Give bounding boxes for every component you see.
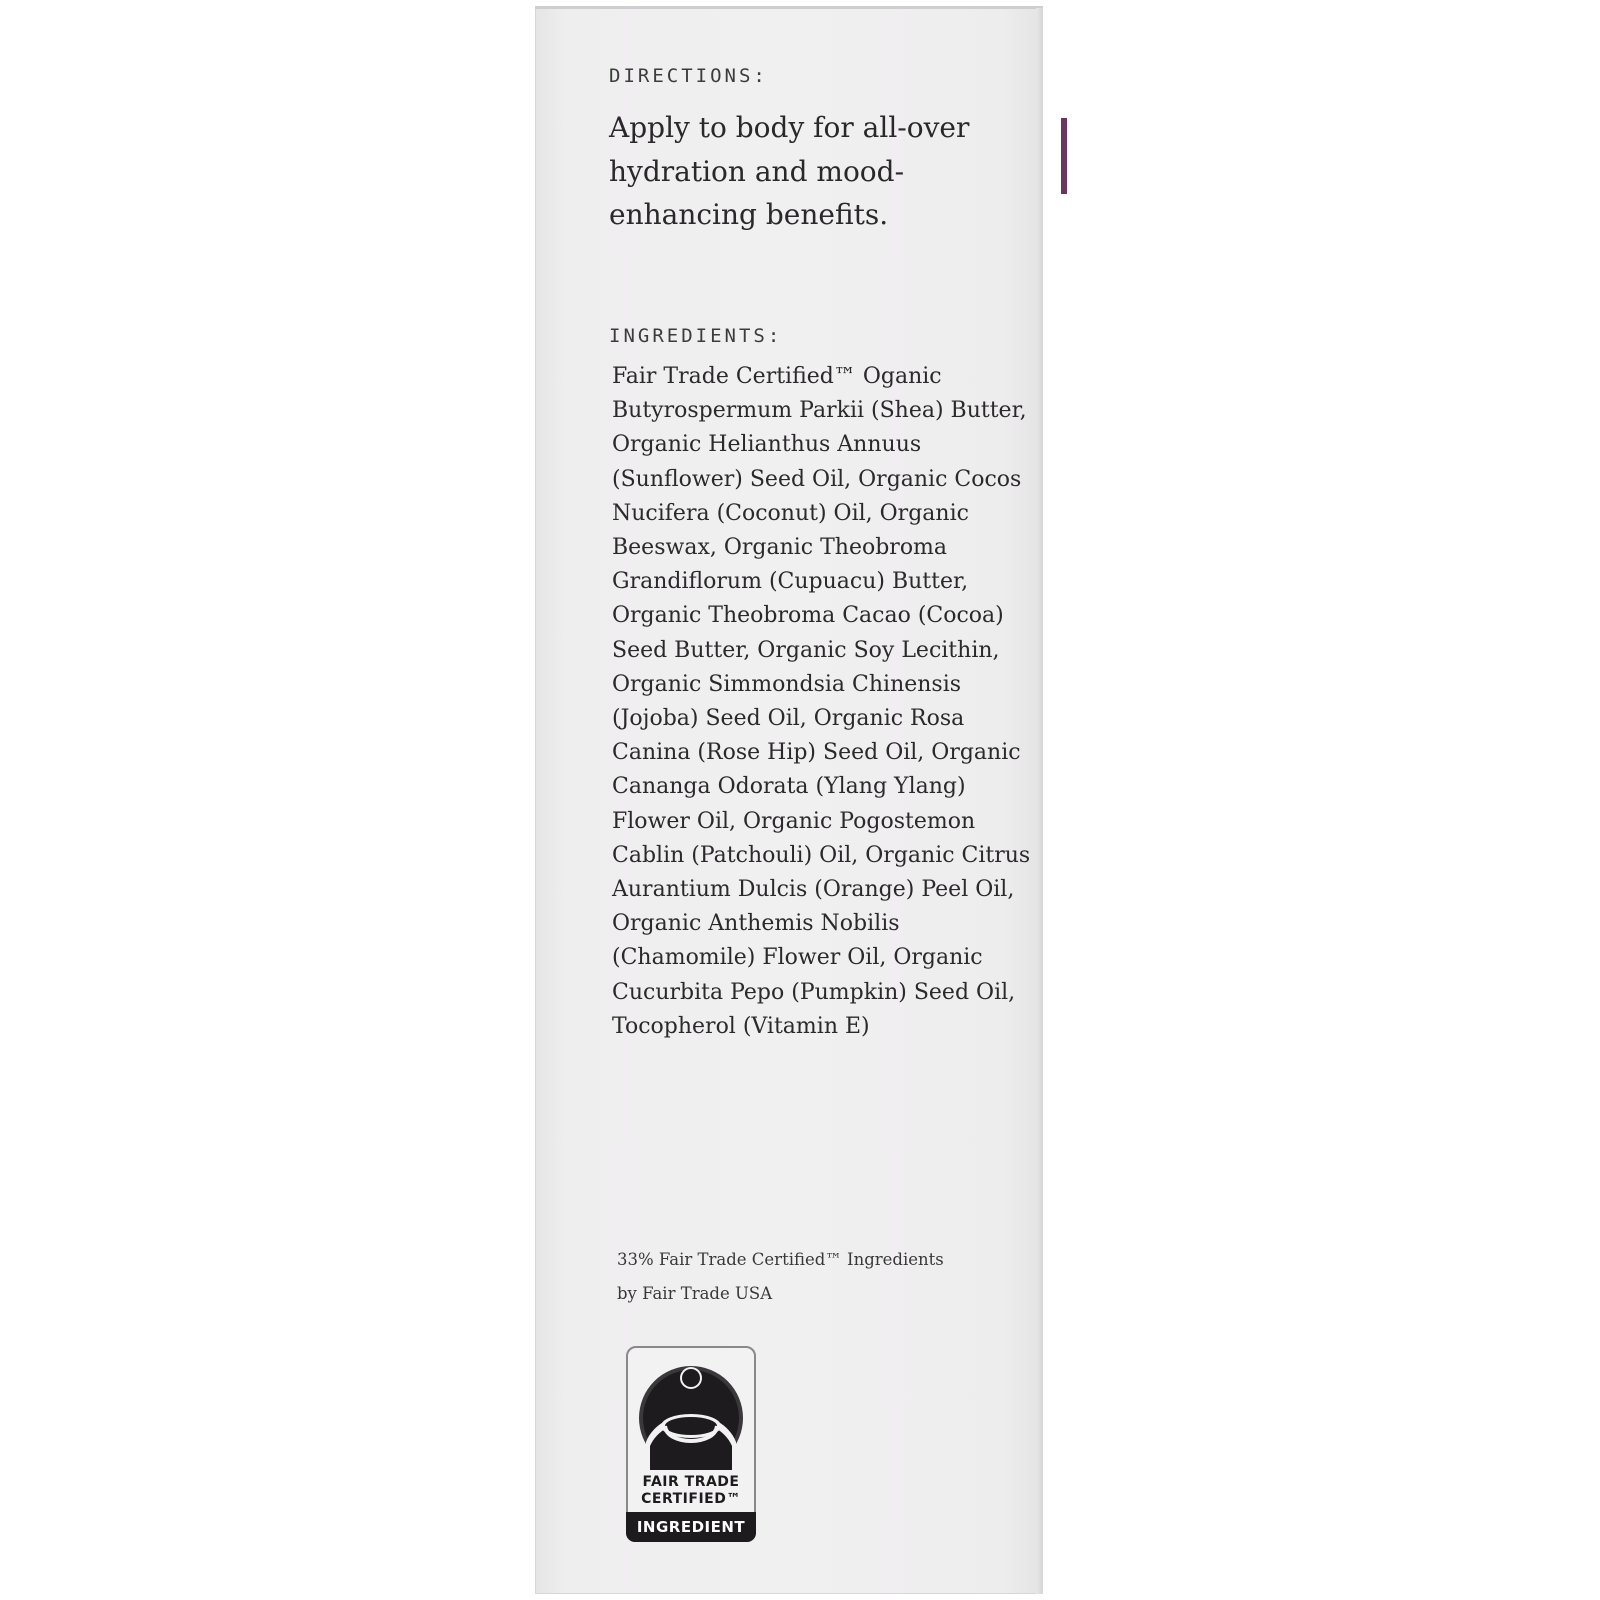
directions-label: DIRECTIONS: xyxy=(609,65,768,87)
purple-accent-tab xyxy=(1061,118,1067,194)
footnote-line-2: by Fair Trade USA xyxy=(617,1284,773,1303)
box-right-edge xyxy=(1036,8,1043,1594)
fair-trade-footnote xyxy=(617,1243,1017,1311)
ingredients-text: Fair Trade Certified™ Oganic Butyrospermum Parkii (Shea) Butter, Organic Helianthus Annuus (Sunflower) Seed Oil, Organic Cocos Nucifera (Coconut) Oil, Organic Beeswax, Organic Theobroma Grandiflorum (Cupuacu) Butter, Organic Theobroma Cacao (Cocoa) Seed Butter, Organic Soy Lecithin, Organic Simmondsia Chinensis (Jojoba) Seed Oil, Organic Rosa Canina (Rose Hip) Seed Oil, Organic Cananga Odorata (Ylang Ylang) Flower Oil, Organic Pogostemon Cablin (Patchouli) Oil, Organic Citrus Aurantium Dulcis (Orange) Peel Oil, Organic Anthemis Nobilis (Chamomile) Flower Oil, Organic Cucurbita Pepo (Pumpkin) Seed Oil, Tocopherol (Vitamin E) xyxy=(612,364,1031,1039)
footnote-line-1: 33% Fair Trade Certified™ Ingredients xyxy=(617,1250,944,1269)
directions-text: Apply to body for all-over hydration and mood-enhancing benefits. xyxy=(609,111,970,231)
fair-trade-ingredient-badge: INGREDIENT xyxy=(626,1512,756,1542)
fair-trade-logo-line-2: CERTIFIED™ xyxy=(641,1491,741,1507)
fair-trade-person-icon xyxy=(626,1346,756,1476)
ingredients-label: INGREDIENTS: xyxy=(609,325,783,347)
fair-trade-logo-line-1: FAIR TRADE xyxy=(642,1474,740,1490)
fair-trade-certified-logo xyxy=(626,1346,756,1542)
box-top-edge xyxy=(535,6,1043,9)
